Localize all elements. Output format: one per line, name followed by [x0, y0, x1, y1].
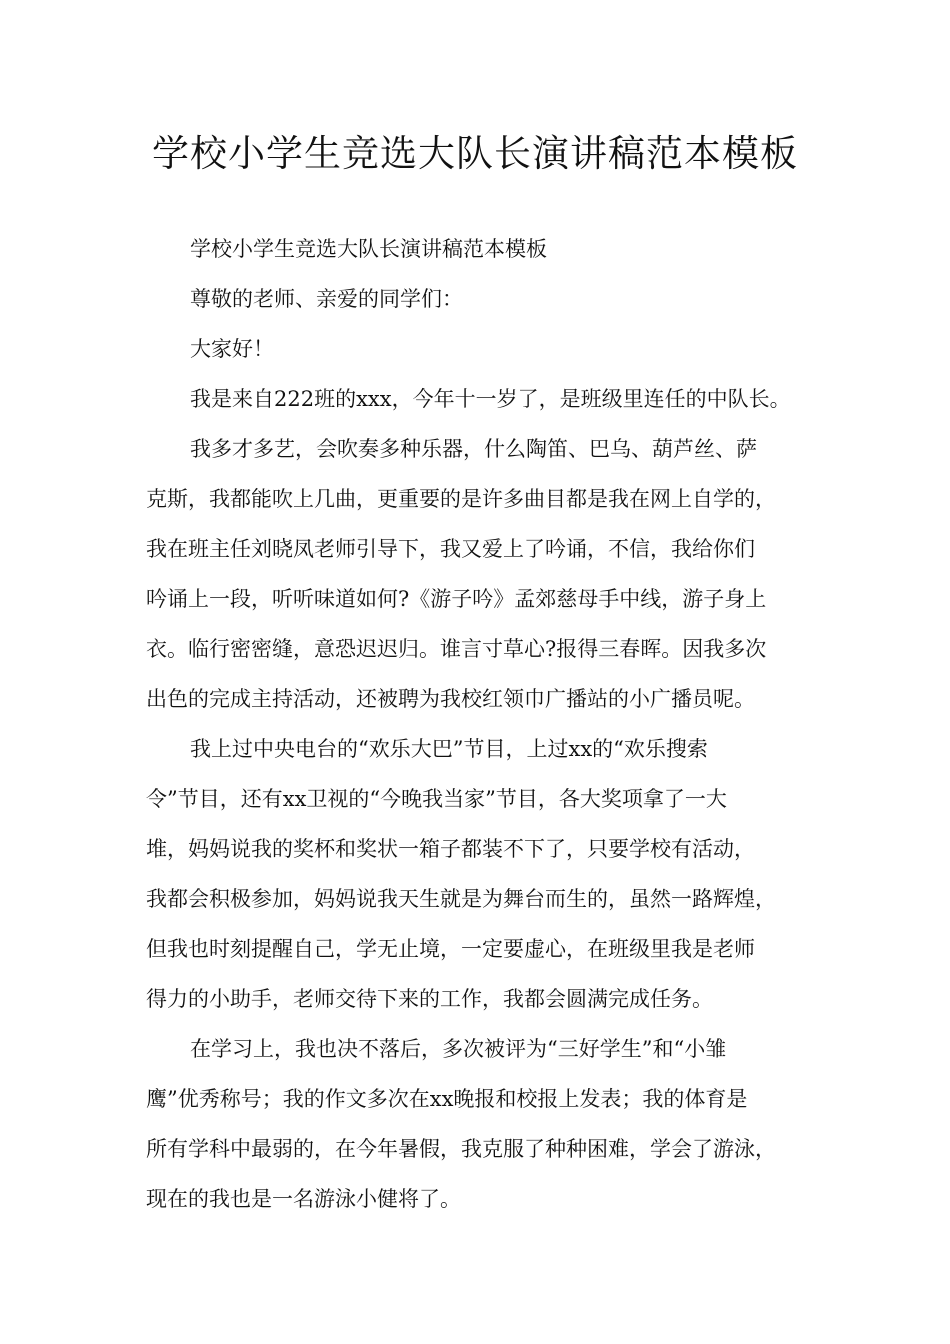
body-line: 我多才多艺，会吹奏多种乐器，什么陶笛、巴乌、葫芦丝、萨: [190, 437, 757, 461]
body-line: 我都会积极参加，妈妈说我天生就是为舞台而生的，虽然一路辉煌，: [146, 887, 776, 911]
body-line: 所有学科中最弱的，在今年暑假，我克服了种种困难，学会了游泳，: [146, 1137, 776, 1161]
document-title: 学校小学生竞选大队长演讲稿范本模板: [152, 132, 798, 175]
body-line: 学校小学生竞选大队长演讲稿范本模板: [190, 237, 547, 261]
body-line: 但我也时刻提醒自己，学无止境，一定要虚心，在班级里我是老师: [146, 937, 755, 961]
body-line: 我是来自222班的xxx，今年十一岁了，是班级里连任的中队长。: [190, 387, 791, 411]
body-line: 堆，妈妈说我的奖杯和奖状一箱子都装不下了，只要学校有活动，: [146, 837, 755, 861]
document-body: [146, 224, 826, 1224]
body-line: 令”节目，还有xx卫视的“今晚我当家”节目，各大奖项拿了一大: [146, 787, 727, 811]
body-line: 在学习上，我也决不落后，多次被评为“三好学生”和“小雏: [190, 1037, 727, 1061]
body-line: 尊敬的老师、亲爱的同学们：: [190, 287, 463, 311]
body-line: 我上过中央电台的“欢乐大巴”节目，上过xx的“欢乐搜索: [190, 737, 708, 761]
body-line: 鹰”优秀称号；我的作文多次在xx晚报和校报上发表；我的体育是: [146, 1087, 748, 1111]
body-line: 衣。临行密密缝，意恐迟迟归。谁言寸草心?报得三春晖。因我多次: [146, 637, 767, 661]
body-line: 大家好！: [190, 337, 274, 361]
body-line: 吟诵上一段，听听味道如何?《游子吟》孟郊慈母手中线，游子身上: [146, 587, 767, 611]
body-line: 出色的完成主持活动，还被聘为我校红领巾广播站的小广播员呢。: [146, 687, 755, 711]
body-line: 克斯，我都能吹上几曲，更重要的是许多曲目都是我在网上自学的，: [146, 487, 776, 511]
body-line: 现在的我也是一名游泳小健将了。: [146, 1187, 461, 1211]
body-line: 得力的小助手，老师交待下来的工作，我都会圆满完成任务。: [146, 987, 713, 1011]
body-line: 我在班主任刘晓凤老师引导下，我又爱上了吟诵，不信，我给你们: [146, 537, 755, 561]
